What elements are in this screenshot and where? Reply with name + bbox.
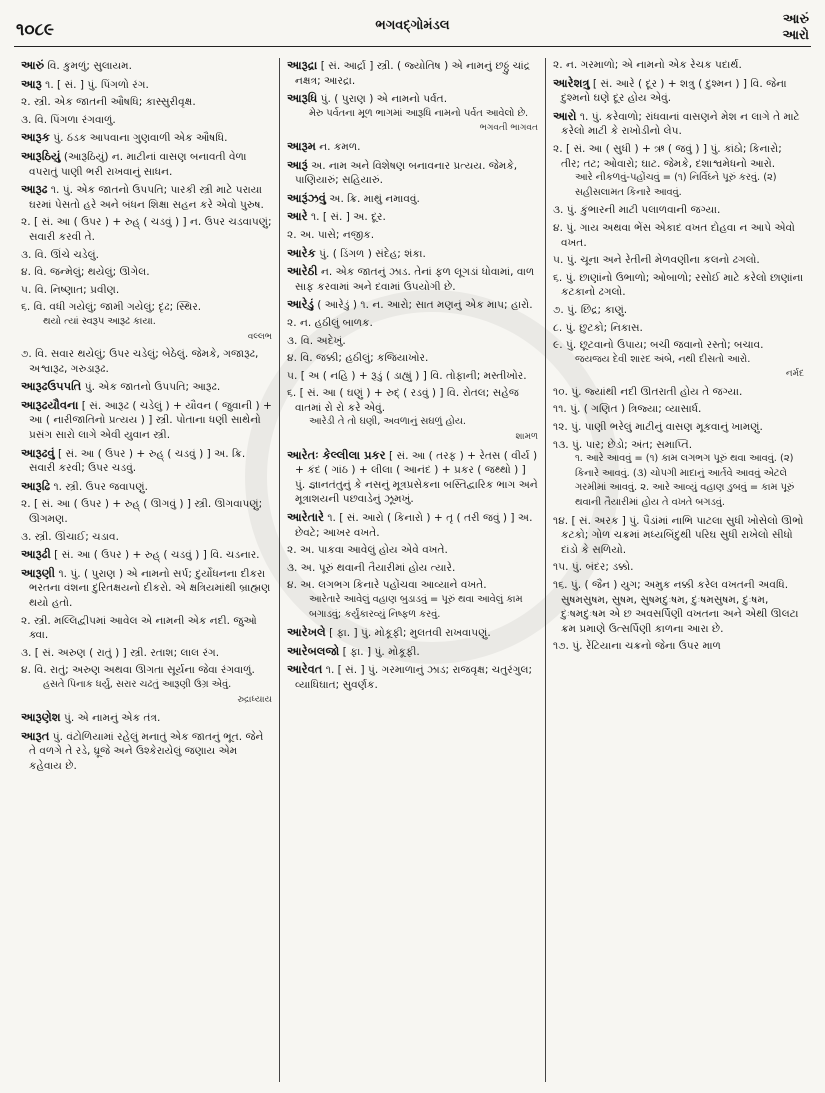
headword: આરૂં (287, 157, 308, 172)
usage-quote: ૧. આરે આવવું = (૧) કામ લગભગ પૂરું થવા આવવું. (૨) કિનારે આવવું. (૩) ચોપગી માદાનું આર્તવે આવવું એટલે ગરમીમાં આવવું. ૨. આરે આવ્યું વહાણ ડુબવું = કામ પૂરું થવાની તૈયારીમાં હોય તે વખતે બગડવું. (575, 453, 795, 509)
dictionary-entry (553, 109, 804, 139)
dictionary-entry (21, 215, 272, 244)
definition: ૪. પું. ગાય અથવા ભેંસ એકાદ વખત દોહવા ન આપે એવો વખત. (553, 221, 795, 249)
usage-quote: હસતે પિનાક ધર્યું, સરાર ચઢતું આરૂણી ઉગ્ર એવું. (43, 678, 232, 690)
definition: ૩. વિ. ઊંચે ચડેલું. (21, 248, 99, 261)
dictionary-entry (553, 385, 804, 400)
definition: [ સં. આરે ( દૂર ) + શત્રુ ( દુશ્મન ) ] વિ. જેના દુશ્મનો ઘણે દૂર હોય એવું. (561, 77, 787, 105)
definition: પું. ઠંડક આપવાના ગુણવાળી એક ઔષધિ. (53, 132, 228, 145)
definition: પું. ( પુરાણ ) એ નામનો પર્વત. (320, 93, 448, 106)
headword: આરૂઠિયું (21, 148, 61, 163)
column-1 (14, 58, 279, 1082)
headword: આરૂઢવું (21, 445, 55, 460)
definition: ૧. પું. કરેવાળો; રાંધવાનાં વાસણને મેશ ન લાગે તે માટે કરેલો માટી કે રાખોડીનો લેપ. (561, 110, 800, 138)
definition: ન. કમળ. (319, 140, 361, 153)
definition: ૭. વિ. સવાર થયેલું; ઉપર ચડેલું; બેઠેલું. જેમકે, ગજારૂઢ, અશ્વારૂઢ, ગરુડારૂઢ. (21, 348, 259, 375)
dictionary-entry (287, 578, 538, 622)
definition: અ. ક્રિ. માથું નમાવવું. (329, 192, 420, 205)
headword: આરેખલે (287, 625, 326, 640)
dictionary-entry (287, 625, 538, 641)
dictionary-entry (21, 248, 272, 263)
dictionary-entry (553, 303, 804, 318)
headword: આરો (553, 108, 577, 123)
definition: ૨. [ સં. આ ( સુધી ) + ઋ ( જવું ) ] પું. કાંઠો; કિનારો; તીર; તટ; ઓવારો; ઘાટ. જેમકે, દશાશ્વમેધનો આરો. (553, 142, 782, 170)
definition: ૨. સ્ત્રી. એક જાતની ઔષધિ; કાસ્સુરીવૃક્ષ. (21, 96, 196, 109)
definition: ૫. [ અ ( નહિ ) + રૂડું ( ડાહ્યું ) ] વિ. તોફાની; મસ્તીખોર. (287, 369, 527, 382)
dictionary-entry (21, 379, 272, 395)
definition: ૩. વિ. પિંગળા રંગવાળું. (21, 113, 116, 126)
headword: આરૂંઝવું (287, 190, 326, 205)
definition: ૪. વિ. જન્મેલું; થયેલું; ઊગેલ. (21, 266, 150, 279)
definition: પું. વંટોળિયામાં રહેલું મનાતું એક જાતનું ભૂત. જેને તે વળગે તે રડે, ધ્રૂજે અને ઉશ્કેરાયેલું જણાય એમ કહેવાય છે. (29, 730, 264, 772)
dictionary-entry (287, 644, 538, 660)
definition: ૧. સ્ત્રી. ઉપર જવાપણું. (53, 480, 148, 493)
definition: ૧. [ સં. ] પું. પિંગળો રંગ. (45, 78, 149, 91)
definition: અ. નામ અને વિશેષણ બનાવનાર પ્રત્યય. જેમકે, પાણિયારું; સહિયારું. (295, 159, 518, 187)
dictionary-entry (21, 130, 272, 146)
page-header (14, 12, 811, 47)
definition: ૧૧. પું. ( ગણિત ) ત્રિજ્યા; વ્યાસાર્ધ. (553, 403, 702, 416)
definition: ૩. વિ. અદેખું. (287, 334, 346, 347)
dictionary-entry (287, 264, 538, 294)
dictionary-entry (553, 321, 804, 336)
definition: ૧૪. [ સં. અરક ] પું. પૈડાંમાં નાભિ પાટલા સુધી ખોસેલો ઊભો કટકો; ગોળ ચક્રમાં મધ્યબિંદુથી પરિઘ સુધી રાખેલો સીધો દાંડો કે સળિયો. (553, 514, 804, 556)
usage-quote: આરે નીકળવું-પહોંચવું = (૧) નિર્વિઘ્ને પૂરું કરવું. (૨) સહીસલામત કિનારે આવવું. (575, 172, 777, 198)
dictionary-entry (287, 386, 538, 444)
definition: ૩. અ. પૂરું થવાની તૈયારીમાં હોય ત્યારે. (287, 561, 456, 574)
quote-source: નર્મદ (785, 369, 804, 380)
definition: ૪. વિ. જક્કી; હઠીલું; કજિયાખોર. (287, 352, 429, 365)
definition: ૨. ન. હઠીલું બાળક. (287, 316, 373, 329)
dictionary-entry (287, 369, 538, 384)
definition: ૭. પું. છિદ્ર; કાણું. (553, 303, 628, 316)
definition: ૨. અ. પાસે; નજીક. (287, 228, 375, 241)
headword: આરેતઃ કેલ્લીલા પ્રકર (287, 447, 386, 462)
definition: (આરૂઠિયું) ન. માટીનાં વાસણ બનાવતી વેળા વપરાતું પાણી ભરી રાખવાનું સાધન. (29, 150, 247, 178)
dictionary-entry (21, 77, 272, 93)
usage-quote: જયજય દેવી શારદ અંબે, નથી દીસતો આરો. (575, 353, 751, 365)
headword: આરૂમ (287, 138, 316, 153)
definition: ૧. [ સં. આરો ( કિનારો ) + તૃ ( તરી જવું ) ] અ. છેવટે; આખર વખતે. (295, 512, 533, 539)
definition: ૬. પું. છાણાંનો ઉભાળો; ઓબાળો; રસોઈ માટે કરેલો છાણાંના કટકાનો ઢગલો. (553, 271, 804, 299)
dictionary-entry (553, 402, 804, 417)
column-2 (279, 58, 545, 1082)
dictionary-entry (287, 139, 538, 155)
definition: ૧૩. પું. પાર; છેડો; અંત; સમાપ્તિ. (553, 438, 693, 451)
dictionary-entry (553, 438, 804, 511)
dictionary-entry (21, 58, 272, 74)
definition: ૨. અ. પાકવા આવેલું હોય એવે વખતે. (287, 544, 448, 557)
headword: આરેડું (287, 297, 314, 312)
definition: ૫. પું. ચૂના અને રેતીની મેળવણીના કલનો ઢગલો. (553, 254, 760, 267)
dictionary-entry (553, 271, 804, 300)
definition: ૬. [ સં. આ ( ઘણું ) + રુદ્ ( રડવું ) ] વિ. રોતલ; સહેજ વાતમાં રો રો કરે એવું. (287, 387, 519, 414)
definition: પું. એ નામનું એક તંત્ર. (64, 712, 161, 725)
dictionary-entry (21, 729, 272, 774)
definition: ન. એક જાતનું ઝાડ. તેનાં ફળ લૂગડાં ધોવામાં, વાળ સાફ કરવામાં અને દવામાં ઉપયોગી છે. (295, 266, 535, 293)
page-number: ૧૦૮૯ (16, 20, 54, 40)
dictionary-entry (21, 663, 272, 707)
headword: આરૂદ્રા (287, 58, 318, 72)
headword: આરે (287, 209, 308, 224)
guide-word-first: આરું (782, 12, 809, 27)
definition: [ સં. આ ( ઉપર ) + રુહ્ ( ચડવું ) ] અ. ક્રિ. સવારી કરવી; ઉપર ચડવું. (29, 447, 246, 475)
dictionary-entry (287, 58, 538, 88)
definition: ૧૦. પું. જ્યાંથી નદી ઊતરાતી હોય તે જગ્યા. (553, 385, 743, 398)
dictionary-entry (21, 149, 272, 179)
headword: આરૂઢઉપપતિ (21, 379, 82, 394)
headword: આરૂક (21, 130, 50, 145)
running-title: ભગવદ્ગોમંડલ (375, 18, 450, 33)
definition: ૪. અ. લગભગ કિનારે પહોંચવા આવ્યાને વખતે. (287, 579, 487, 592)
definition: [ સં. આ ( ઉપર ) + રુહ્ ( ચડવું ) ] વિ. ચડનાર. (54, 549, 260, 562)
definition: ૨. ન. ગરમાળો; એ નામનો એક રેચક પદાર્થ. (553, 59, 742, 71)
dictionary-entry (553, 578, 804, 636)
headword: આરૂ (21, 76, 42, 91)
dictionary-entry (21, 283, 272, 298)
dictionary-entry (21, 182, 272, 212)
dictionary-entry (287, 561, 538, 576)
dictionary-entry (553, 338, 804, 382)
dictionary-entry (553, 639, 804, 654)
definition: ૧. [ સં. ] અ. દૂર. (310, 211, 386, 224)
dictionary-entry (21, 479, 272, 495)
dictionary-entry (287, 351, 538, 366)
definition: ૮. પું. છુટકો; નિકાસ. (553, 321, 643, 334)
dictionary-entry (287, 448, 538, 507)
dictionary-entry (287, 662, 538, 692)
definition: ૩. પું. કુંભારની માટી પલાળવાની જગ્યા. (553, 204, 721, 217)
dictionary-entry (21, 265, 272, 280)
definition: વિ. કુમળું; સુલાયમ. (47, 60, 133, 72)
dictionary-entry (21, 614, 272, 643)
definition: ૨. [ સં. આ ( ઉપર ) + રુહ્ ( ચડવું ) ] ન. ઉપર ચડવાપણું; સવારી કરવી તે. (21, 216, 272, 243)
definition: ૯. પું. છૂટવાનો ઉપાય; બચી જવાનો રસ્તો; બચાવ. (553, 339, 764, 352)
headword: આરેક (287, 245, 316, 260)
quote-source: રુદ્રાધ્યાય (237, 694, 272, 705)
dictionary-entry (21, 646, 272, 661)
dictionary-entry (287, 158, 538, 188)
definition: ૩. સ્ત્રી. ઊંચાઈ; ચડાવ. (21, 530, 119, 543)
headword: આરૂઢ (21, 182, 48, 197)
dictionary-columns (14, 58, 811, 1082)
dictionary-entry (21, 497, 272, 526)
headword: આરેવત (287, 662, 323, 677)
dictionary-entry (287, 228, 538, 243)
quote-source: વલ્લભ (247, 331, 272, 342)
definition: ૧૬. પું. ( જૈન ) યુગ; અમુક નક્કી કરેલ વખતની અવધિ. સુષમસુષમ, સુષમ, સુષમદુઃષમ, દુઃષમસુષમ, દુઃષમ, દુઃષમદુઃષમ એ છ અવસર્પિણી વખતના અને એથી ઊલટા ક્રમ પ્રમાણે ઉત્સર્પિણી કાળના આરા છે. (553, 579, 799, 635)
dictionary-entry (21, 530, 272, 545)
definition: ૧૫. પું. બંદર; ડક્કો. (553, 561, 634, 574)
definition: ૧૨. પું. પાણી ભરેલું માટીનું વાસણ મૂકવાનું ખામણું. (553, 421, 763, 434)
definition: [ સં. આરૂઢ ( ચડેલું ) + યૌવન ( જુવાની ) + આ ( નારીજાતિનો પ્રત્યય ) ] સ્ત્રી. પોતાના ધણી સાથેનો પ્રસંગ સારો લાગે એવી યુવાન સ્ત્રી. (29, 399, 272, 442)
definition: ૨. સ્ત્રી. મલ્લિદ્વીપમાં આવેલ એ નામની એક નદી. જુઓ ક્વા. (21, 614, 257, 642)
definition: [ ફા. ] પું. મોકૂફી; મુલતવી રાખવાપણું. (329, 627, 491, 640)
dictionary-entry (287, 543, 538, 558)
dictionary-entry (553, 560, 804, 575)
definition: ૬. વિ. વધી ગયેલું; જામી ગયેલું; દૃઢ; સ્થિર. (21, 301, 202, 314)
dictionary-entry (287, 297, 538, 313)
definition: ૨. [ સં. આ ( ઉપર ) + રુહ્ ( ઊગવું ) ] સ્ત્રી. ઊગવાપણું; ઊગમણ. (21, 498, 263, 526)
quote-source: શામળ (515, 432, 538, 443)
definition: ૫. વિ. નિષ્ણાત; પ્રવીણ. (21, 283, 120, 296)
dictionary-entry (553, 203, 804, 218)
dictionary-entry (553, 420, 804, 435)
dictionary-entry (21, 398, 272, 443)
usage-quote: થયો ત્યાં સ્વરૂપ આરૂઢ કાયા. (43, 315, 156, 327)
dictionary-entry (287, 334, 538, 349)
dictionary-entry (21, 300, 272, 344)
guide-word-last: આરો (782, 28, 809, 43)
dictionary-entry (21, 113, 272, 128)
headword: આરેતારે (287, 510, 324, 525)
dictionary-entry (287, 91, 538, 136)
headword: આરૂત (21, 728, 50, 743)
definition: [ ફા. ] પું. મોકૂફી. (342, 645, 420, 658)
headword: આરેશત્રુ (553, 75, 590, 90)
headword: આરૂણેશ (21, 710, 61, 725)
headword: આરૂધિ (287, 91, 318, 106)
dictionary-entry (21, 547, 272, 563)
dictionary-entry (21, 347, 272, 376)
dictionary-entry (553, 142, 804, 200)
usage-quote: આરેડી તે તો ઘણી, અવળાનું સઘળું હોય. (309, 416, 466, 428)
dictionary-entry (287, 316, 538, 331)
definition: ૧. પું. એક જાતનો ઉપપતિ; પારકી સ્ત્રી માટે પરાયા ઘરમાં પેસતો હરે અને બંધન શિક્ષા સહન કરે એવો પુરુષ. (29, 184, 264, 211)
quote-source: ભગવતી ભાગવત (479, 123, 538, 134)
usage-quote: મેરુ પર્વતના મૂળ ભાગમાં આરૂધિ નામનો પર્વત આવેલો છે. (309, 107, 529, 119)
headword: આરેઠી (287, 264, 318, 279)
dictionary-entry (21, 95, 272, 110)
column-3 (545, 58, 811, 1082)
headword: આરું (21, 58, 45, 72)
dictionary-entry (553, 253, 804, 268)
dictionary-entry (553, 221, 804, 250)
headword: આરૂઢયૌવના (21, 397, 79, 412)
dictionary-entry (287, 209, 538, 225)
dictionary-entry (553, 514, 804, 558)
definition: પું. એક જાતનો ઉપપતિ; આરૂઢ. (84, 381, 221, 394)
headword: આરૂણી (21, 565, 56, 580)
definition: ૧. [ સં. ] પું. ગરમાળાનું ઝાડ; રાજવૃક્ષ; ચતુરંગુલ; વ્યાધિઘાત; સુવર્ણક. (295, 664, 533, 691)
definition: ૪. વિ. રાતું; અરુણ અથવા ઊગતા સૂર્યના જેવા રંગવાળું. (21, 664, 255, 677)
dictionary-entry (21, 710, 272, 726)
dictionary-entry (553, 58, 804, 73)
headword: આરૂઢી (21, 547, 51, 562)
definition: ૧૭. પું. રેંટિયાના ચક્રનો જેના ઉપર માળ (553, 640, 721, 653)
guide-words (782, 12, 809, 44)
definition: [ સં. આ ( તરફ ) + રેતસ ( વીર્ય ) + કંદ ( ગાંઠ ) + લીલા ( આનંદ ) + પ્રકર ( જથ્થો ) ] પું. જ્ઞાનતંતુનું કે નસનું મૂત્રપ્રસેકના બસ્તિદ્વારિક ભાગ અને મૂત્રાશયની પછવાડેનું ઝૂમખું. (295, 449, 538, 506)
definition: [ સં. આર્દ્રા ] સ્ત્રી. ( જ્યોતિષ ) એ નામનું છઠ્ઠું ચાંદ્ર નક્ષત્ર; આરદ્રા. (295, 60, 530, 87)
dictionary-entry (287, 246, 538, 262)
headword: આરેબલજો (287, 643, 340, 658)
dictionary-entry (21, 566, 272, 611)
dictionary-entry (553, 76, 804, 106)
definition: ૩. [ સં. અરુણ ( રાતું ) ] સ્ત્રી. રતાશ; લાલ રંગ. (21, 646, 220, 659)
definition: ( આરેડું ) ૧. ન. આરો; સાત મણનું એક માપ; હારો. (317, 299, 533, 312)
dictionary-entry (287, 510, 538, 540)
headword: આરૂઢિ (21, 478, 51, 493)
dictionary-entry (287, 191, 538, 207)
definition: પું. ( ડિંગળ ) સંદેહ; શંકા. (319, 247, 426, 260)
definition: ૧. પું. ( પુરાણ ) એ નામનો સર્પ; દુર્યોધનના દીકરા ભરતના વંશના દુરિતક્ષયનો દીકરો. એ ક્ષત્રિયમાંથી બ્રાહ્મણ થયો હતો. (29, 567, 271, 609)
dictionary-entry (21, 446, 272, 476)
usage-quote: આરેતારે આવેલું વહાણ બુડાડવું = પૂરું થવા આવેલું કામ બગાડવું; કર્યુંકારવ્યું નિષ્ફળ કરવું. (309, 594, 523, 620)
